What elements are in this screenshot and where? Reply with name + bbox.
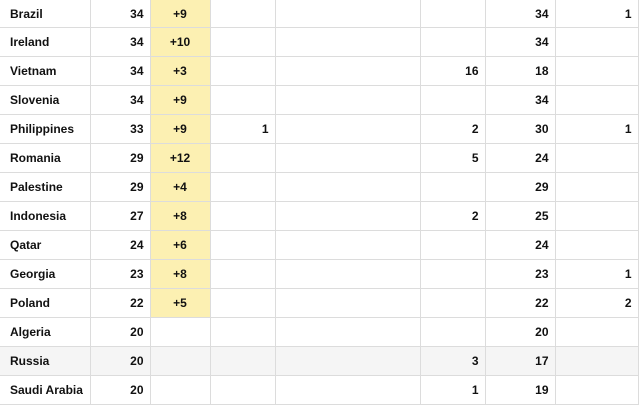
table-row bbox=[0, 173, 638, 202]
column-6-cell: 30 bbox=[485, 115, 555, 144]
total-cell: 34 bbox=[90, 0, 150, 28]
change-cell: +10 bbox=[150, 28, 210, 57]
column-4-cell bbox=[275, 144, 420, 173]
change-cell: +6 bbox=[150, 231, 210, 260]
country-cell: Philippines bbox=[0, 115, 90, 144]
column-6-cell: 22 bbox=[485, 289, 555, 318]
column-3-cell bbox=[210, 289, 275, 318]
table-row bbox=[0, 28, 638, 57]
column-3-cell: 1 bbox=[210, 115, 275, 144]
change-cell: +8 bbox=[150, 202, 210, 231]
column-3-cell bbox=[210, 144, 275, 173]
table-row bbox=[0, 376, 638, 405]
total-cell: 33 bbox=[90, 115, 150, 144]
country-cell: Georgia bbox=[0, 260, 90, 289]
total-cell: 23 bbox=[90, 260, 150, 289]
column-5-cell: 3 bbox=[420, 347, 485, 376]
column-4-cell bbox=[275, 202, 420, 231]
column-5-cell bbox=[420, 260, 485, 289]
column-3-cell bbox=[210, 347, 275, 376]
country-cell: Slovenia bbox=[0, 86, 90, 115]
column-3-cell bbox=[210, 231, 275, 260]
change-cell: +3 bbox=[150, 57, 210, 86]
column-5-cell bbox=[420, 86, 485, 115]
column-7-cell bbox=[555, 376, 638, 405]
table-row bbox=[0, 202, 638, 231]
column-3-cell bbox=[210, 318, 275, 347]
column-7-cell bbox=[555, 202, 638, 231]
total-cell: 27 bbox=[90, 202, 150, 231]
column-4-cell bbox=[275, 289, 420, 318]
column-6-cell: 23 bbox=[485, 260, 555, 289]
column-4-cell bbox=[275, 28, 420, 57]
total-cell: 24 bbox=[90, 231, 150, 260]
column-6-cell: 24 bbox=[485, 144, 555, 173]
country-cell: Brazil bbox=[0, 0, 90, 28]
column-5-cell bbox=[420, 0, 485, 28]
column-3-cell bbox=[210, 260, 275, 289]
column-4-cell bbox=[275, 347, 420, 376]
country-cell: Qatar bbox=[0, 231, 90, 260]
column-6-cell: 17 bbox=[485, 347, 555, 376]
column-3-cell bbox=[210, 57, 275, 86]
table-row bbox=[0, 260, 638, 289]
column-7-cell bbox=[555, 57, 638, 86]
column-7-cell bbox=[555, 86, 638, 115]
column-7-cell bbox=[555, 347, 638, 376]
column-5-cell: 2 bbox=[420, 115, 485, 144]
column-4-cell bbox=[275, 57, 420, 86]
column-4-cell bbox=[275, 318, 420, 347]
column-5-cell bbox=[420, 231, 485, 260]
column-6-cell: 24 bbox=[485, 231, 555, 260]
column-6-cell: 19 bbox=[485, 376, 555, 405]
country-cell: Algeria bbox=[0, 318, 90, 347]
table-row bbox=[0, 57, 638, 86]
total-cell: 29 bbox=[90, 144, 150, 173]
column-7-cell bbox=[555, 231, 638, 260]
total-cell: 20 bbox=[90, 347, 150, 376]
column-3-cell bbox=[210, 202, 275, 231]
country-cell: Ireland bbox=[0, 28, 90, 57]
country-cell: Saudi Arabia bbox=[0, 376, 90, 405]
column-3-cell bbox=[210, 173, 275, 202]
column-6-cell: 20 bbox=[485, 318, 555, 347]
table-row bbox=[0, 86, 638, 115]
table-row bbox=[0, 318, 638, 347]
column-5-cell bbox=[420, 28, 485, 57]
table-row bbox=[0, 289, 638, 318]
change-cell: +9 bbox=[150, 115, 210, 144]
change-cell bbox=[150, 347, 210, 376]
column-7-cell bbox=[555, 318, 638, 347]
column-3-cell bbox=[210, 376, 275, 405]
column-4-cell bbox=[275, 86, 420, 115]
column-5-cell: 2 bbox=[420, 202, 485, 231]
column-5-cell bbox=[420, 318, 485, 347]
column-6-cell: 18 bbox=[485, 57, 555, 86]
column-6-cell: 34 bbox=[485, 86, 555, 115]
table-row bbox=[0, 115, 638, 144]
change-cell: +9 bbox=[150, 86, 210, 115]
column-5-cell bbox=[420, 173, 485, 202]
column-5-cell: 5 bbox=[420, 144, 485, 173]
change-cell bbox=[150, 318, 210, 347]
table-row bbox=[0, 144, 638, 173]
total-cell: 34 bbox=[90, 28, 150, 57]
column-7-cell: 2 bbox=[555, 289, 638, 318]
column-4-cell bbox=[275, 173, 420, 202]
column-5-cell: 16 bbox=[420, 57, 485, 86]
column-7-cell bbox=[555, 28, 638, 57]
total-cell: 22 bbox=[90, 289, 150, 318]
column-7-cell: 1 bbox=[555, 260, 638, 289]
column-6-cell: 34 bbox=[485, 0, 555, 28]
country-cell: Palestine bbox=[0, 173, 90, 202]
table-row bbox=[0, 0, 638, 28]
column-3-cell bbox=[210, 0, 275, 28]
change-cell: +8 bbox=[150, 260, 210, 289]
country-cell: Russia bbox=[0, 347, 90, 376]
column-4-cell bbox=[275, 231, 420, 260]
column-4-cell bbox=[275, 376, 420, 405]
country-cell: Indonesia bbox=[0, 202, 90, 231]
total-cell: 34 bbox=[90, 57, 150, 86]
column-7-cell bbox=[555, 144, 638, 173]
column-5-cell bbox=[420, 289, 485, 318]
column-4-cell bbox=[275, 260, 420, 289]
total-cell: 34 bbox=[90, 86, 150, 115]
country-cell: Poland bbox=[0, 289, 90, 318]
change-cell: +5 bbox=[150, 289, 210, 318]
table-row bbox=[0, 231, 638, 260]
country-cell: Vietnam bbox=[0, 57, 90, 86]
column-7-cell bbox=[555, 173, 638, 202]
column-6-cell: 29 bbox=[485, 173, 555, 202]
country-cell: Romania bbox=[0, 144, 90, 173]
column-3-cell bbox=[210, 86, 275, 115]
change-cell: +12 bbox=[150, 144, 210, 173]
total-cell: 29 bbox=[90, 173, 150, 202]
column-5-cell: 1 bbox=[420, 376, 485, 405]
table-row bbox=[0, 347, 638, 376]
column-3-cell bbox=[210, 28, 275, 57]
column-7-cell: 1 bbox=[555, 0, 638, 28]
column-6-cell: 34 bbox=[485, 28, 555, 57]
column-6-cell: 25 bbox=[485, 202, 555, 231]
total-cell: 20 bbox=[90, 318, 150, 347]
change-cell: +4 bbox=[150, 173, 210, 202]
column-7-cell: 1 bbox=[555, 115, 638, 144]
column-4-cell bbox=[275, 115, 420, 144]
change-cell bbox=[150, 376, 210, 405]
column-4-cell bbox=[275, 0, 420, 28]
change-cell: +9 bbox=[150, 0, 210, 28]
total-cell: 20 bbox=[90, 376, 150, 405]
